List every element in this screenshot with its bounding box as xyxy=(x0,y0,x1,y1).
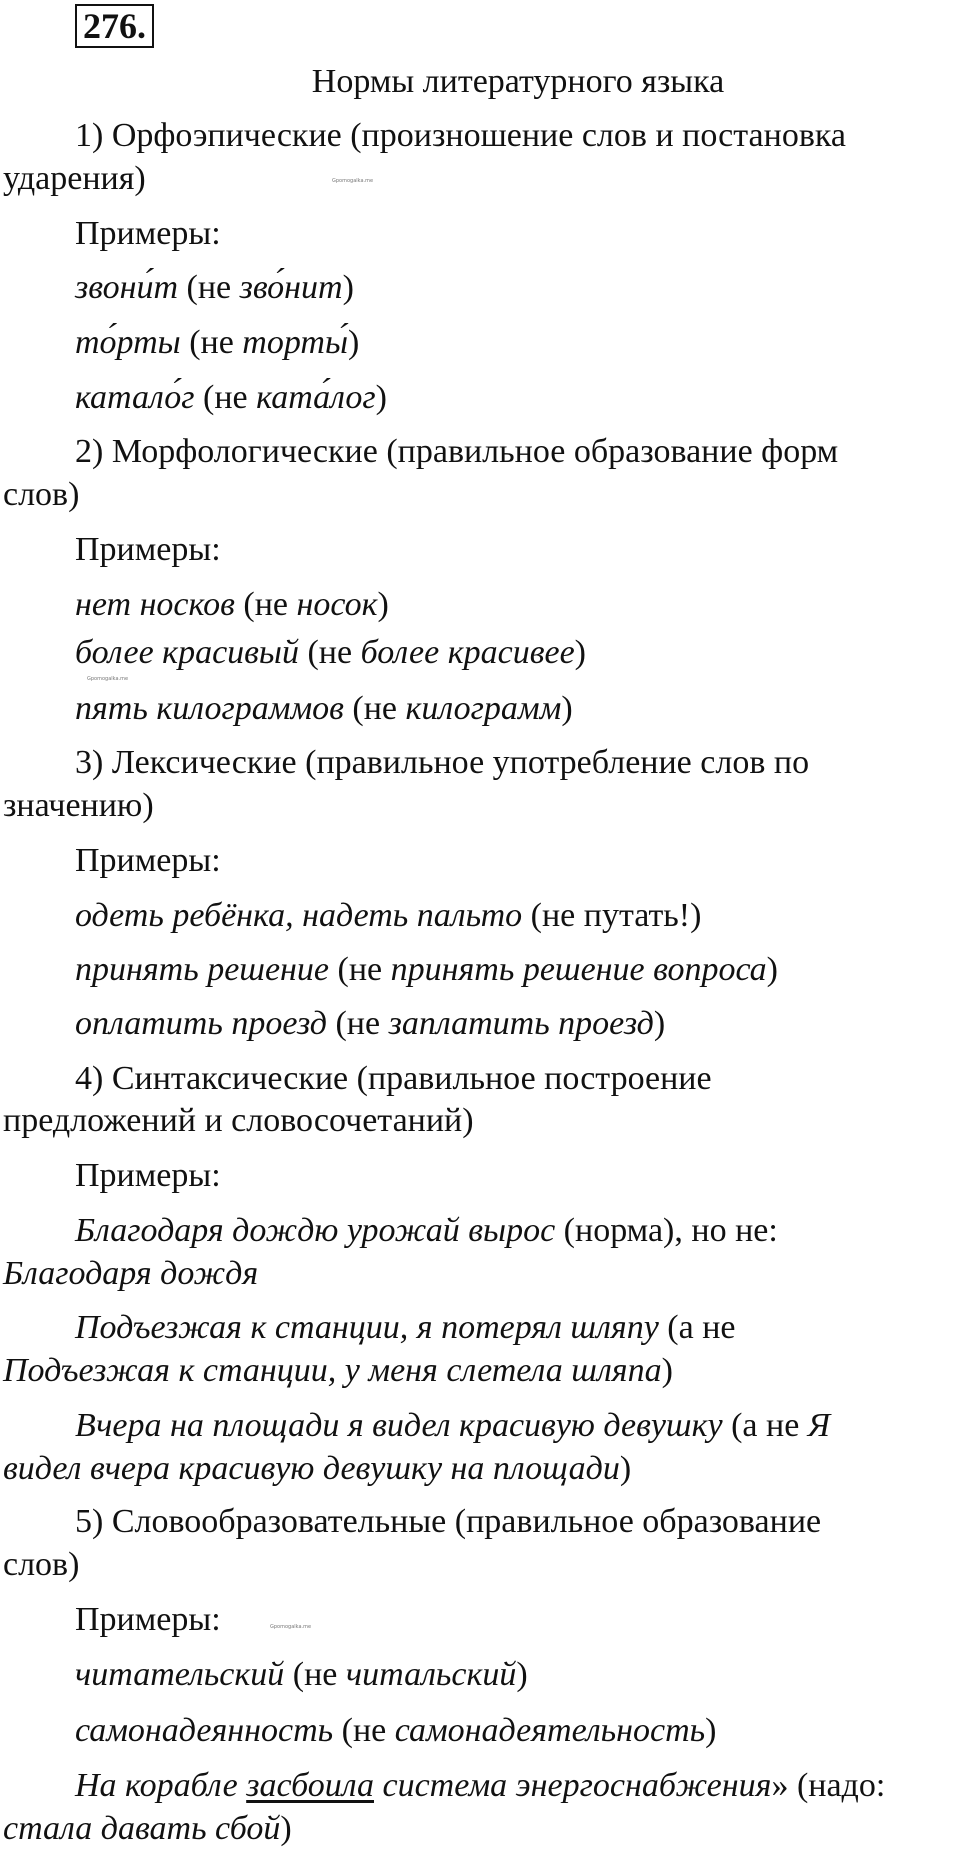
example-row: Подъезжая к станции, я потерял шляпу (а не xyxy=(75,1309,736,1346)
section-1-heading-cont: ударения) xyxy=(3,160,146,197)
section-1-heading: 1) Орфоэпические (произношение слов и постановка xyxy=(75,117,846,154)
example-row: то́рты (не торты́) xyxy=(75,324,360,361)
example-row: На корабле засбоила система энергоснабжения» (надо: xyxy=(75,1767,886,1804)
example-row-cont: Благодаря дождя xyxy=(3,1255,259,1292)
example-row: читательский (не читальский) xyxy=(75,1656,528,1693)
section-3-examples-label: Примеры: xyxy=(75,842,221,879)
watermark: Gpomogalka.me xyxy=(87,676,129,682)
section-3-heading: 3) Лексические (правильное употребление слов по xyxy=(75,744,810,781)
example-row: принять решение (не принять решение вопроса) xyxy=(75,951,778,988)
section-4-heading: 4) Синтаксические (правильное построение xyxy=(75,1060,712,1097)
section-4-heading-cont: предложений и словосочетаний) xyxy=(3,1102,474,1139)
section-3-heading-cont: значению) xyxy=(3,787,154,824)
exercise-number: 276. xyxy=(75,4,154,48)
example-row: Благодаря дождю урожай вырос (норма), но не: xyxy=(75,1212,778,1249)
example-row-cont: стала давать сбой) xyxy=(3,1810,292,1847)
section-2-examples-label: Примеры: xyxy=(75,531,221,568)
section-5-heading-cont: слов) xyxy=(3,1546,80,1583)
underlined-word: засбоила xyxy=(246,1767,374,1804)
example-row: Вчера на площади я видел красивую девушку (а не Я xyxy=(75,1407,831,1444)
example-row-cont: видел вчера красивую девушку на площади) xyxy=(3,1450,632,1487)
example-row: самонадеянность (не самонадеятельность) xyxy=(75,1712,717,1749)
section-4-examples-label: Примеры: xyxy=(75,1157,221,1194)
example-row: одеть ребёнка, надеть пальто (не путать!) xyxy=(75,897,702,934)
example-row: оплатить проезд (не заплатить проезд) xyxy=(75,1005,666,1042)
section-2-heading-cont: слов) xyxy=(3,476,80,513)
watermark: Gpomogalka.me xyxy=(332,178,374,184)
example-row-cont: Подъезжая к станции, у меня слетела шляпа) xyxy=(3,1352,673,1389)
example-row: более красивый (не более красивее) xyxy=(75,634,586,671)
section-5-heading: 5) Словообразовательные (правильное образование xyxy=(75,1503,822,1540)
example-row: нет носков (не носок) xyxy=(75,586,389,623)
watermark: Gpomogalka.me xyxy=(270,1624,312,1630)
section-1-examples-label: Примеры: xyxy=(75,215,221,252)
example-row: катало́г (не ката́лог) xyxy=(75,379,387,416)
example-row: пять килограммов (не килограмм) xyxy=(75,690,573,727)
section-5-examples-label: Примеры: xyxy=(75,1601,221,1638)
page-title: Нормы литературного языка xyxy=(311,63,725,100)
section-2-heading: 2) Морфологические (правильное образование форм xyxy=(75,433,839,470)
example-row: звони́т (не зво́нит) xyxy=(75,269,354,306)
